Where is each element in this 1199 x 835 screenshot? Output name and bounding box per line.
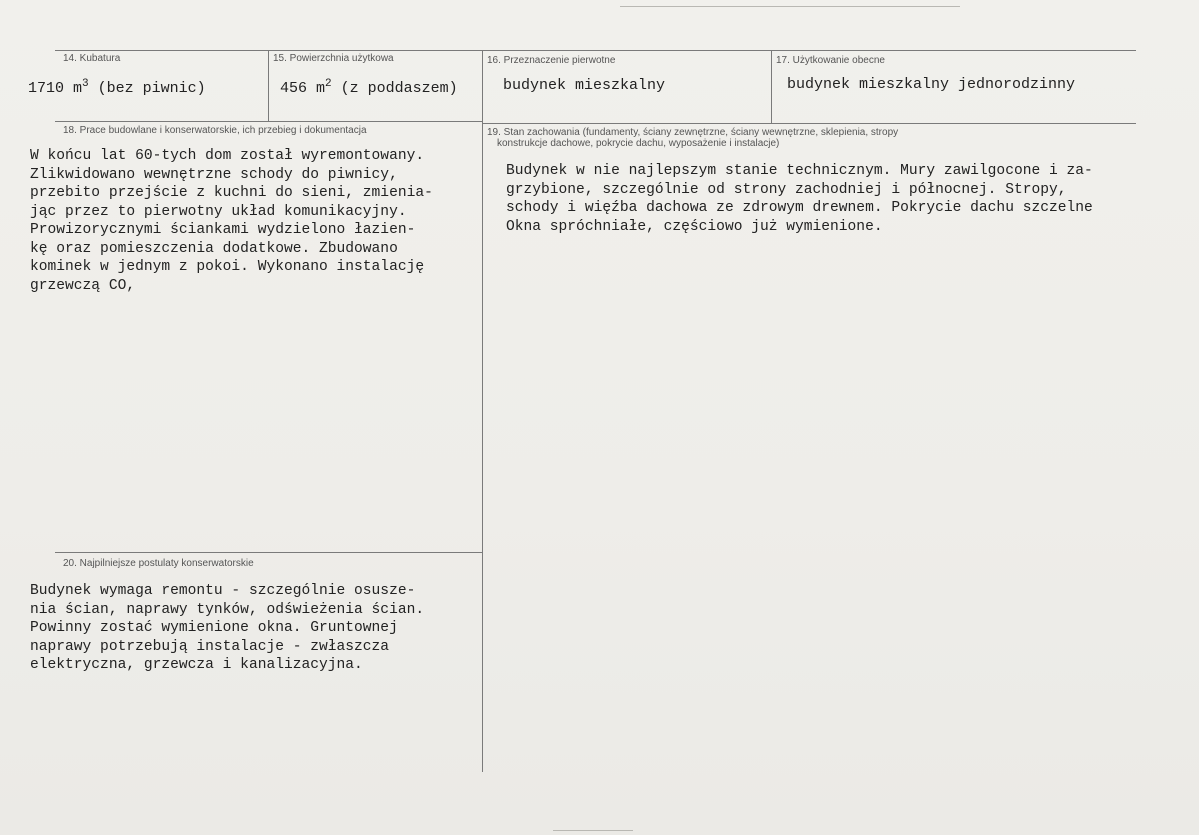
field-14-value bbox=[28, 78, 206, 97]
field-14-label: 14. Kubatura bbox=[63, 53, 121, 64]
field-20-line: Powinny zostać wymienione okna. Gruntownej bbox=[30, 620, 398, 636]
field-19-line: Okna spróchniałe, częściowo już wymienione. bbox=[506, 218, 883, 235]
field-19-text bbox=[506, 162, 1093, 236]
field-18-line: W końcu lat 60-tych dom został wyremontowany. bbox=[30, 148, 425, 164]
field-20-text bbox=[30, 582, 424, 675]
field-18-line: kę oraz pomieszczenia dodatkowe. Zbudowano bbox=[30, 240, 398, 257]
field-16-value: budynek mieszkalny bbox=[503, 77, 666, 94]
field-15-label: 15. Powierzchnia użytkowa bbox=[273, 53, 394, 64]
divider-16-17 bbox=[771, 50, 772, 123]
field-16-label: 16. Przeznaczenie pierwotne bbox=[487, 55, 616, 66]
field-18-line: Zlikwidowano wewnętrzne schody do piwnicy, bbox=[30, 166, 398, 183]
field-19-line: grzybione, szczególnie od strony zachodniej i północnej. Stropy, bbox=[506, 181, 1067, 198]
field-18-line: jąc przez to pierwotny układ komunikacyjny. bbox=[30, 203, 407, 220]
field-14-value-note: (bez piwnic) bbox=[88, 80, 206, 97]
field-18-line: grzewczą CO, bbox=[30, 277, 136, 294]
top-edge-mark bbox=[620, 6, 960, 7]
field-18-line: Prowizorycznymi ściankami wydzielono łazien- bbox=[30, 222, 416, 238]
field-15-value-main: 456 m bbox=[280, 80, 326, 97]
section-20-rule bbox=[55, 552, 482, 553]
field-19-line: Budynek w nie najlepszym stanie technicznym. Mury zawilgocone i za- bbox=[506, 163, 1093, 179]
field-17-label: 17. Użytkowanie obecne bbox=[776, 55, 885, 66]
field-19-label bbox=[487, 127, 898, 149]
row1-bottom-rule-right bbox=[483, 123, 1136, 124]
field-15-value-unit-exp: 2 bbox=[325, 78, 332, 90]
divider-main bbox=[482, 50, 483, 772]
field-19-line: schody i więźba dachowa ze zdrowym drewnem. Pokrycie dachu szczelne bbox=[506, 200, 1093, 216]
divider-14-15 bbox=[268, 50, 269, 122]
field-14-value-main: 1710 m bbox=[28, 80, 83, 97]
field-18-line: przebito przejście z kuchni do sieni, zmienia- bbox=[30, 185, 433, 201]
top-rule bbox=[55, 50, 1136, 51]
bottom-edge-mark bbox=[553, 830, 633, 831]
field-20-line: nia ścian, naprawy tynków, odświeżenia ścian. bbox=[30, 601, 425, 618]
field-20-line: naprawy potrzebują instalacje - zwłaszcza bbox=[30, 638, 390, 655]
field-17-value: budynek mieszkalny jednorodzinny bbox=[787, 76, 1076, 93]
field-19-label-line: 19. Stan zachowania (fundamenty, ściany zewnętrzne, ściany wewnętrzne, sklepienia, stropy bbox=[487, 127, 899, 138]
field-18-text bbox=[30, 147, 433, 295]
field-18-label: 18. Prace budowlane i konserwatorskie, ich przebieg i dokumentacja bbox=[63, 125, 367, 136]
field-20-line: Budynek wymaga remontu - szczególnie osusze- bbox=[30, 583, 416, 599]
field-20-label: 20. Najpilniejsze postulaty konserwatorskie bbox=[63, 558, 254, 569]
field-15-value bbox=[280, 78, 458, 97]
field-20-line: elektryczna, grzewcza i kanalizacyjna. bbox=[30, 657, 363, 673]
field-19-label-line: konstrukcje dachowe, pokrycie dachu, wyposażenie i instalacje) bbox=[497, 138, 780, 149]
field-15-value-note: (z poddaszem) bbox=[331, 80, 458, 97]
field-18-line: kominek w jednym z pokoi. Wykonano instalację bbox=[30, 259, 425, 275]
field-14-value-unit-exp: 3 bbox=[82, 78, 89, 90]
